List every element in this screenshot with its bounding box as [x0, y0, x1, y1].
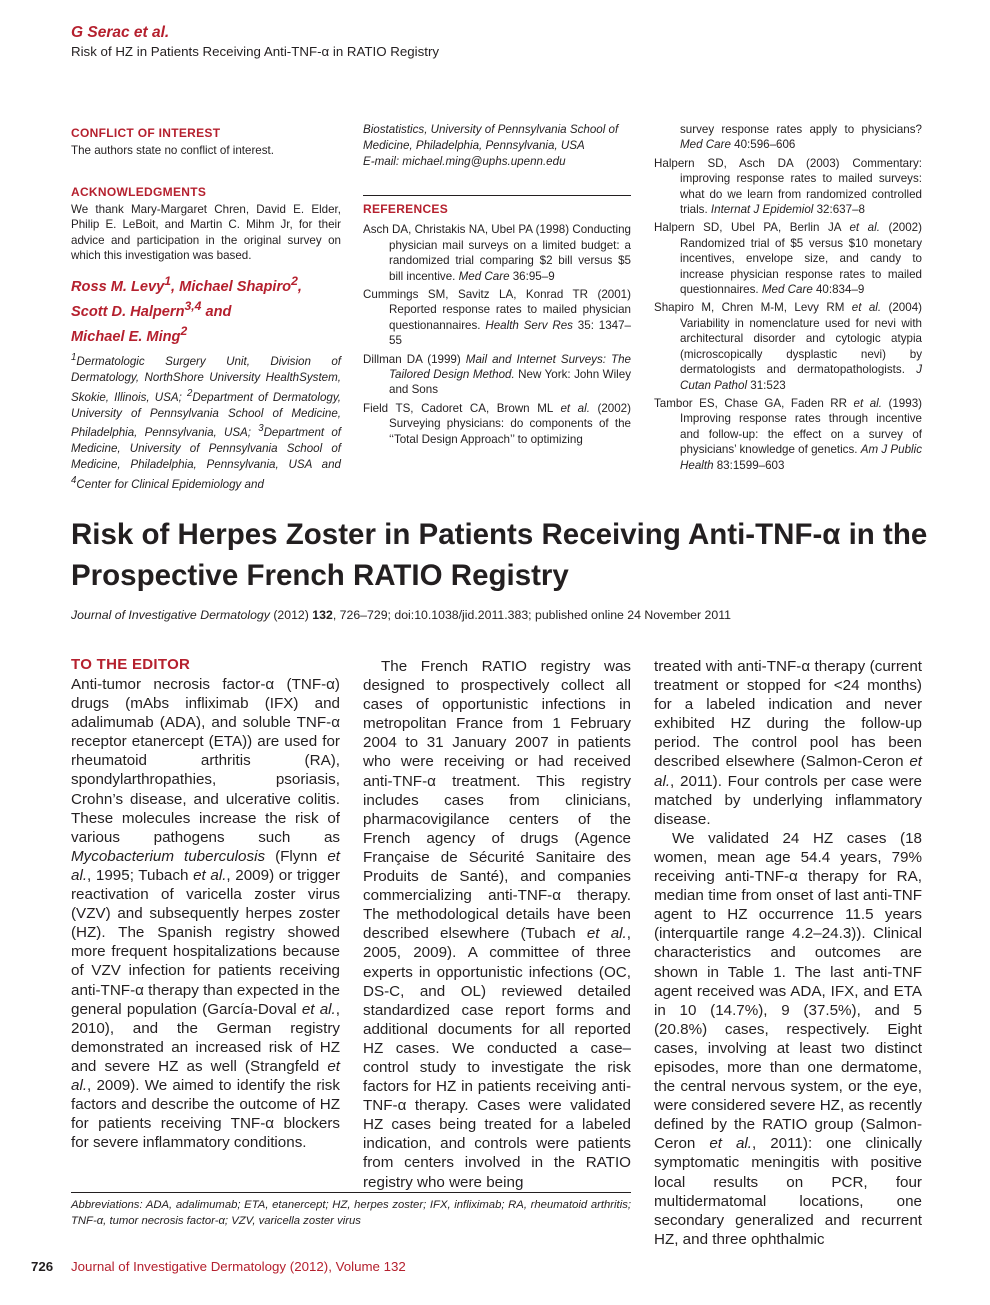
reference-item: Tambor ES, Chase GA, Faden RR et al. (1993) Improving response rates through incentive and follow-up: the effect on a survey of physicians’ knowledge of genetics. Am J Public Health 83:1599–603: [654, 396, 923, 472]
reference-item: Halpern SD, Ubel PA, Berlin JA et al. (2002) Randomized trial of $5 versus $10 monetary incentives, envelope size, and candy to increase physician response rates to mailed questionnaires. Med Care 40:834–9: [654, 221, 922, 297]
body-column-3: [654, 657, 922, 1249]
page-number: 726: [31, 1259, 54, 1274]
article-title: Risk of Herpes Zoster in Patients Receiving Anti-TNF-α in the Prospective French RATIO Registry: [71, 518, 928, 592]
abbreviations-rule: [71, 1192, 631, 1193]
footer-journal: Journal of Investigative Dermatology (2012), Volume 132: [71, 1259, 406, 1274]
reference-item: Shapiro M, Chren M-M, Levy RM et al. (2004) Variability in nomenclature used for nevi with architectural disorder and cytologic atypia (microscopically dysplastic nevi) by dermatologists and dermatopathologists. J Cutan Pathol 31:523: [654, 301, 923, 392]
letter-authors-names: Ross M. Levy$^1$, Michael Shapiro$^2$, Scott D. Halpern$^{3,4}$ and Michael E. Ming$^2$: [71, 273, 302, 345]
acknowledgments-text: We thank Mary-Margaret Chren, David E. Elder, Philip E. LeBoit, and Martin C. Mihm Jr, for their advice and participation in the original survey on which this investigation was based.: [71, 202, 341, 263]
body-paragraph-1: Anti-tumor necrosis factor-α (TNF-α) drugs (mAbs infliximab (IFX) and adalimumab (ADA), and soluble TNF-α receptor etanercept (ETA)) are used for rheumatoid arthritis (RA), spondylarthropathies, psoriasis, Crohn’s disease, and ulcerative colitis. These molecules increase the risk of various pathogens such as Mycobacterium tuberculosis (Flynn et al., 1995; Tubach et al., 2009) or trigger reactivation of varicella zoster virus (VZV) and subsequently herpes zoster (HZ). The Spanish registry showed more frequent hospitalizations because of VZV infection for patients receiving anti-TNF-α therapy than expected in the general population (García-Doval et al., 2010), and the German registry demonstrated an increased risk of HZ and severe HZ as well (Strangfeld et al., 2009). We aimed to identify the risk factors and describe the outcome of HZ for patients receiving TNF-α blockers for severe inflammatory conditions.: [71, 676, 340, 1152]
references-rule: [363, 195, 631, 196]
references-list-col1: [363, 222, 631, 447]
letter-authors-affiliations: [71, 351, 341, 493]
top-left-column: [71, 126, 341, 492]
body-column-1: [71, 656, 340, 1152]
affiliations-continued: Biostatistics, University of Pennsylvania School of Medicine, Philadelphia, Pennsylvania, USA: [363, 123, 619, 152]
reference-item: Halpern SD, Asch DA (2003) Commentary: improving response rates to mailed surveys: what do we learn from randomized controlled trials. Internat J Epidemiol 32:637–8: [654, 156, 922, 217]
body-column-2: [363, 657, 631, 1192]
reference-continued: survey response rates apply to physicians? Med Care 40:596–606: [680, 123, 922, 152]
running-header-authors: G Serac et al.: [71, 24, 170, 41]
abbreviations: Abbreviations: ADA, adalimumab; ETA, etanercept; HZ, herpes zoster; IFX, infliximab; RA, rheumatoid arthritis; TNF-α, tumor necrosis factor-α; VZV, varicella zoster virus: [71, 1199, 631, 1227]
affiliations-text: $^1$Dermatologic Surgery Unit, Division of Dermatology, NorthShore University HealthSystem, Skokie, Illinois, USA; $^2$Department of Dermatology, University of Pennsylvania School of Medicine, Philadelphia, Pennsylvania, USA; $^3$Department of Medicine, University of Pennsylvania School of Medicine, Philadelphia, Pennsylvania, USA and $^4$Center for Clinical Epidemiology and: [71, 352, 341, 491]
top-right-column: [654, 122, 922, 476]
running-header-title: Risk of HZ in Patients Receiving Anti-TNF-α in RATIO Registry: [71, 44, 440, 59]
reference-item: Field TS, Cadoret CA, Brown ML et al. (2002) Surveying physicians: do components of the ‘‘Total Design Approach’’ to optimizing: [363, 401, 631, 446]
author-email: E-mail: michael.ming@uphs.upenn.edu: [363, 154, 566, 168]
body-paragraph-4: We validated 24 HZ cases (18 women, mean age 54.4 years, 79% receiving anti-TNF-α therapy for RA, median time from onset of last anti-TNF agent to HZ occurrence 11.5 years (interquartile range 4.2–24.3)). Clinical characteristics and outcomes are shown in Table 1. The last anti-TNF agent received was ADA, IFX, and ETA in 10 (14.7%), 9 (37.5%), and 5 (20.8%) cases, respectively. Eight cases, involving at least two distinct episodes, more than one dermatome, the central nervous system, or the eye, were considered severe HZ, as recently defined by the RATIO group (Salmon-Ceron et al., 2011): one clinically symptomatic meningitis with positive local results on PCR, four multidermatomal locations, one secondary generalized and recurrent HZ, and three ophthalmic: [654, 829, 922, 1248]
body-paragraph-3: treated with anti-TNF-α therapy (current treatment or stopped for <24 months) for a labeled indication and never exhibited HZ during the follow-up period. The control pool has been described elsewhere (Salmon-Ceron et al., 2011). Four controls per case were matched by underlying inflammatory disease.: [654, 658, 922, 828]
reference-item: Cummings SM, Savitz LA, Konrad TR (2001) Reported response rates to mailed physician questionannaires. Health Serv Res 35: 1347–55: [363, 288, 631, 348]
conflict-text: The authors state no conflict of interest.: [71, 144, 274, 157]
body-paragraph-2: The French RATIO registry was designed to prospectively collect all cases of opportunistic infections in metropolitan France from 1 February 2004 to 31 January 2007 in patients who were receiving or had received anti-TNF-α treatment. This registry includes cases from clinicians, pharmacovigilance centers of the French agency of drugs (Agence Française de Sécurité Sanitaire des Produits de Santé), and companies commercializing anti-TNF-α therapy. The methodological details have been described elsewhere (Tubach et al., 2005, 2009). A committee of three experts in opportunistic infections (OC, DS-C, and OL) reviewed detailed standardized case report forms and additional documents for all reported HZ cases. We conducted a case–control study to investigate the risk factors for HZ in patients receiving anti-TNF-α therapy. Cases were validated HZ cases being treated for a labeled indication, and controls were patients from centers involved in the RATIO registry who were being: [363, 658, 631, 1191]
to-the-editor-heading: TO THE EDITOR: [71, 656, 191, 673]
reference-item: Asch DA, Christakis NA, Ubel PA (1998) Conducting physician mail surveys on a limited budget: a randomized trial comparing $2 bill versus $5 bill incentive. Med Care 36:95–9: [363, 223, 631, 283]
reference-item: Dillman DA (1999) Mail and Internet Surveys: The Tailored Design Method. New York: John Wiley and Sons: [363, 352, 631, 397]
references-list-col2: [654, 156, 922, 473]
article-citation: Journal of Investigative Dermatology (2012) 132, 726–729; doi:10.1038/jid.2011.383; published online 24 November 2011: [71, 608, 731, 622]
conflict-heading: CONFLICT OF INTEREST: [71, 126, 221, 140]
top-middle-column: [363, 122, 631, 450]
references-heading: REFERENCES: [363, 202, 449, 217]
acknowledgments-heading: ACKNOWLEDGMENTS: [71, 184, 207, 199]
